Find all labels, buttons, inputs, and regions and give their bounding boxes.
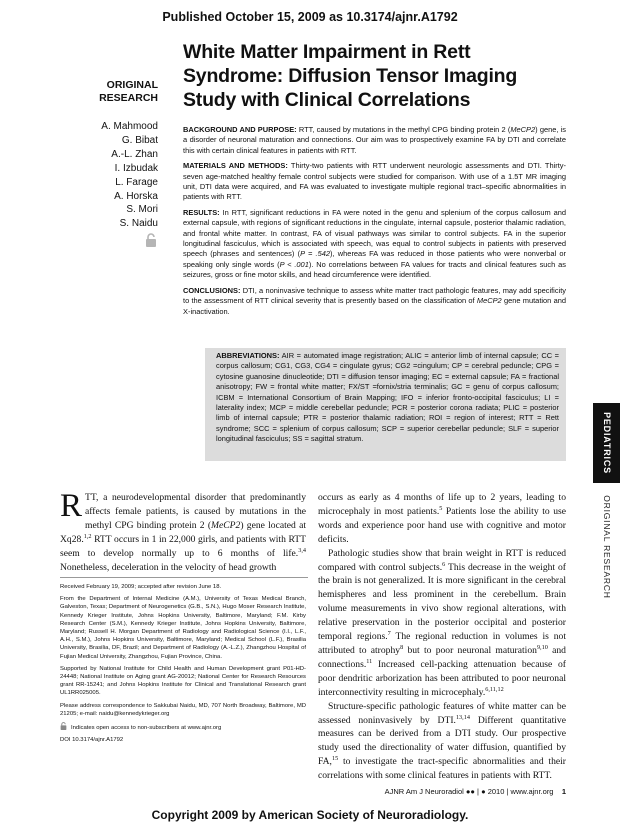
separator: |: [506, 787, 509, 796]
journal-site: www.ajnr.org: [510, 787, 554, 796]
author: G. Bibat: [121, 134, 158, 146]
received-date: Received February 19, 2009; accepted after revision June 18.: [60, 584, 222, 590]
dti-paragraph: Structure-specific pathologic features of white matter can be assessed noninvasively by DTI.$^{13,14}$ Different quantitative measures can be derived from a DTI study. Our prospective study used the directionality of water diffusion, quantified by FA,$^{15}$ to investigate the tract-specific abnormalities and their correlations with some clinical features in patients with RTT.: [318, 700, 566, 782]
published-line: Published October 15, 2009 as 10.3174/ajnr.A1792: [162, 10, 458, 24]
article-notes: [60, 583, 306, 748]
affiliations: From the Department of Internal Medicine (A.M.), University of Texas Medical Branch, Galveston, Texas; Department of Neurogenetics (G.B., S.N.), Hugo Moser Research Institute, Kennedy Krieger Institute, Johns Hopkins University, Baltimore, Maryland; F.M. Kirby Research Center (S.M.), Kennedy Krieger Institute, Johns Hopkins University, Baltimore, Maryland; Russell H. Morgan Department of Radiology and Radiological Science (I.I., L.F., A.H., S.M.), Johns Hopkins University, Baltimore, Maryland; Medical School (L.F.), Brasilia University, Brasilia, DF, Brazil; and Department of Radiology (A.-L.Z.), Zhangzhou Hospital of Fujian Medical University, Zhangzhou, Fujian Province, China.: [60, 596, 306, 660]
pathology-paragraph: Pathologic studies show that brain weight in RTT is reduced compared with control subjects.$^6$ This decrease in the weight of the brain is not generalized. It is more significant in the cerebral hemispheres and less prominent in the cerebellum. Brain volume measurements in vivo show regional alterations, with relative preservation in the posterior occipital and posterior temporal regions.$^7$ The regional reduction in volumes is not attributed to atrophy$^8$ but to poor neuronal maturation$^{9,10}$ and connections.$^{11}$ Increased cell-packing attenuation because of poor dendritic arborization has been attributed to poor neuronal interconnectivity resulting in microcephaly.$^{6,11,12}$: [318, 547, 567, 698]
drop-cap: R: [60, 488, 83, 524]
issue-bullet: ●: [481, 787, 486, 796]
author: A.-L. Zhan: [111, 148, 158, 160]
issue-dots: ●● |: [465, 787, 479, 796]
body-column-left: [60, 488, 306, 574]
abstract-methods: MATERIALS AND METHODS: Thirty-two patients with RTT underwent neurologic assessments and DTI. Thirty-seven age-matched healthy female control subjects were studied for comparison. With use of a 1.5T MR imaging unit, DTI data were acquired, and FA was evaluated to investigate multiple regional tract–specific abnormalities in patients with RTT.: [183, 161, 566, 202]
article-type-line-1: ORIGINAL: [106, 79, 158, 91]
page-number: 1: [561, 787, 566, 796]
body-column-right: [318, 491, 566, 783]
doi: DOI 10.3174/ajnr.A1792: [60, 737, 124, 744]
intro-paragraph: RTT, a neurodevelopmental disorder that predominantly affects female patients, is caused by mutations in the methyl CPG binding protein 2 (MeCP2) gene located at Xq28.$^{1,2}$ RTT occurs in 1 in 22,000 girls, and patients with RTT seem to develop normally up to 6 months of life.$^{3,4}$ Nonetheless, deceleration in the velocity of head growth: [60, 488, 306, 573]
abstract-background: BACKGROUND AND PURPOSE: RTT, caused by mutations in the methyl CPG binding protein 2 (MeCP2) gene, is a disorder of neuronal maturation and connections. Our aim was to prospectively examine FA by DTI and correlate this with certain clinical features in patients with RTT.: [183, 125, 567, 155]
abstract-results: RESULTS: In RTT, significant reductions in FA were noted in the genu and splenium of the corpus callosum and external capsule, with regions of significant reductions in the cingulate, internal capsule, posterior thalamic radiation, and frontal white matter. In contrast, FA of visual pathways was similar to control subjects. FA in the superior longitudinal fasciculus, which is associated with speech, was equal to control subjects in patients with preserved speech (phrases and sentences) (P = .542), whereas FA was reduced in those patients who were nonverbal or speaking only single words (P < .001). No correlations between FA values for tracts and clinical features such as seizures, gross or fine motor skills, and head circumference were identified.: [183, 207, 566, 280]
abstract-conclusions: CONCLUSIONS: DTI, a noninvasive technique to assess white matter tract pathologic features, may add specificity to the assessment of RTT clinical severity that is presently based on the classification of MeCP2 gene mutation and X-inactivation.: [183, 285, 566, 316]
open-access-lock-icon: [60, 722, 67, 730]
section-tab-label: PEDIATRICS: [601, 412, 612, 474]
correspondence: Please address correspondence to Sakkubai Naidu, MD, 707 North Broadway, Baltimore, MD 21205; e-mail: naidu@kennedykrieger.org: [60, 702, 306, 717]
year: 2010: [487, 787, 505, 796]
open-access-lock-icon: [145, 233, 157, 247]
author: S. Mori: [126, 204, 158, 216]
author: S. Naidu: [119, 218, 158, 230]
author: L. Farage: [115, 176, 158, 188]
article-title: White Matter Impairment in Rett Syndrome: Diffusion Tensor Imaging Study with Clinical Correlations: [183, 41, 518, 111]
author: A. Horska: [114, 190, 158, 202]
article-type-line-2: RESEARCH: [99, 92, 158, 104]
notes-divider: [60, 577, 308, 578]
abstract: [183, 125, 566, 322]
page-footer: [330, 787, 566, 796]
open-access-note: Indicates open access to non-subscribers at www.ajnr.org: [60, 722, 306, 732]
funding: Supported by National Institute for Child Health and Human Development grant P01-HD-24448; National Institute on Aging grant AG-20012; National Center for Research Resources grant RR-15241; and Johns Hopkins Institute for Clinical and Translational Research grant UL1RR025005.: [60, 665, 306, 697]
copyright-line: Copyright 2009 by American Society of Neuroradiology.: [151, 808, 469, 822]
article-type-label: [60, 79, 158, 105]
abbreviations-text: ABBREVIATIONS: AIR = automated image registration; ALIC = anterior limb of internal capsule; CC = corpus callosum; CG1, CG3, CG4 = cingulate gyrus; CG2 =cingulum; CP = cerebral peduncle; CPG = cytosine guanosine dinucleotide; DTI = diffusion tensor imaging; EC = external capsule; FA = fractional anisotropy; FW = frontal white matter; FX/ST =fornix/stria terminalis; GC = genu of corpus callosum; ICBM = International Consortium of Brain Mapping; IFO = inferior fronto-occipital fasciculus; LI = laterality index; MCP = middle cerebellar peduncle; PCR = posterior corona radiata; PLIC = posterior limb of internal capsule; PTR = posterior thalamic radiation; ROI = region of interest; RTT = Rett syndrome; SCC = splenium of corpus callosum; SCP = superior cerebellar peduncle; SLF = superior longitudinal fasciculus; SS = sagittal stratum.: [216, 351, 559, 444]
article-type-side-label: ORIGINAL RESEARCH: [601, 495, 612, 599]
intro-paragraph-continued: occurs as early as 4 months of life up to 2 years, leading to microcephaly in most patients.$^5$ Patients lose the ability to use words and experience poor hand use with cognitive and motor deficits.: [318, 492, 566, 545]
author: A. Mahmood: [101, 121, 158, 132]
author: I. Izbudak: [114, 162, 158, 174]
author-list: [60, 120, 158, 231]
journal-name: AJNR Am J Neuroradiol: [384, 787, 464, 796]
